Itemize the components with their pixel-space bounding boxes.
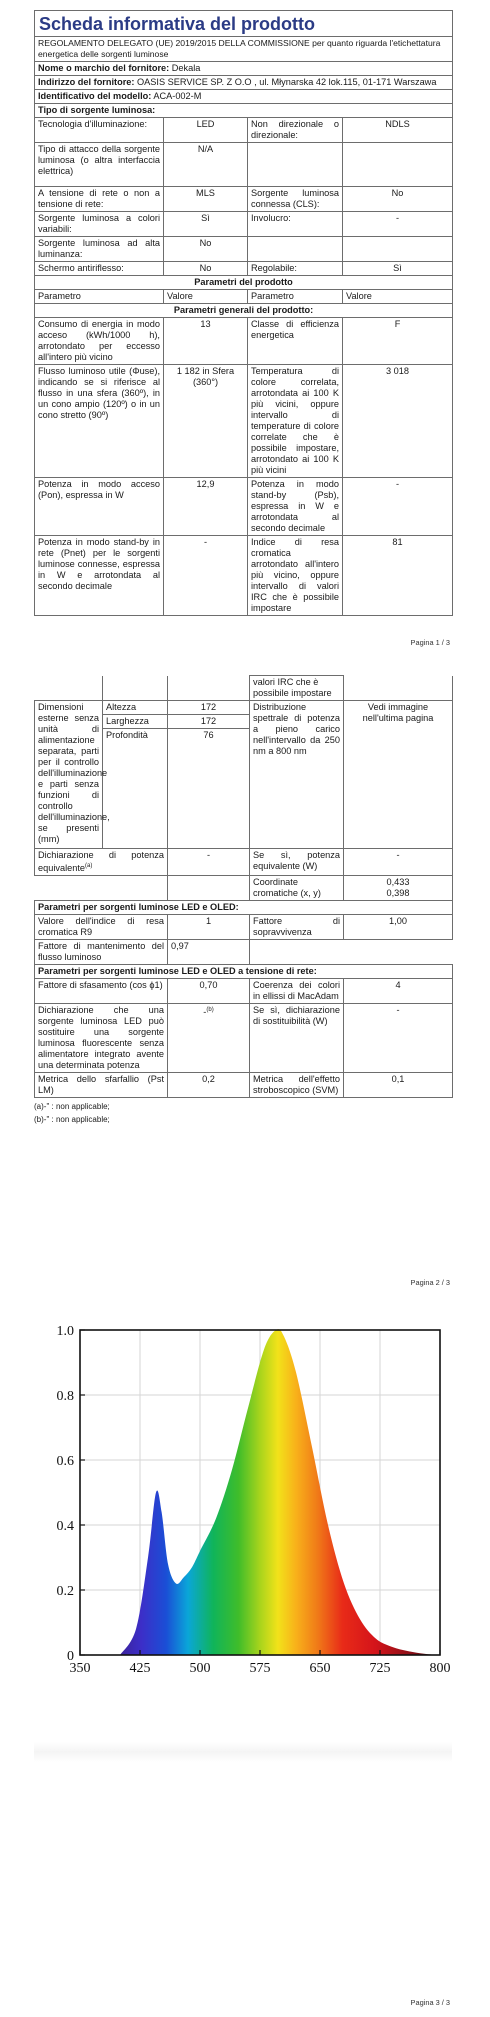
r9-label: Valore dell'indice di resa cromatica R9 (35, 915, 168, 940)
param-label: Tecnologia d'illuminazione: (35, 118, 164, 143)
param-value: 3 018 (343, 365, 453, 478)
equiv-power-value: - (168, 849, 250, 876)
macadam-value: 4 (344, 979, 453, 1004)
chroma-y: 0,398 (386, 888, 410, 899)
height-value: 172 (168, 701, 250, 715)
power-factor-label: Fattore di sfasamento (cos ϕ1) (35, 979, 168, 1004)
dimensions-label: Dimensioni esterne senza unità di alimentazione separata, parti per il controllo dell'illuminazione e parti senza funzioni di controllo dell'illuminazione, se presenti (mm) (35, 701, 103, 849)
chroma-x: 0,433 (386, 877, 410, 888)
power-factor-value: 0,70 (168, 979, 250, 1004)
column-header: Parametro (35, 290, 164, 304)
chart-bottom-fade (34, 1742, 452, 1762)
param-label: Non direzionale o direzionale: (248, 118, 343, 143)
macadam-label: Coerenza dei colori in ellissi di MacAdam (250, 979, 344, 1004)
led-mains-heading: Parametri per sorgenti luminose LED e OLED a tensione di rete: (35, 965, 453, 979)
param-label: Flusso luminoso utile (Φuse), indicando se si riferisce al flusso in una sfera (360º), in un cono ampio (120º) o in un cono stretto (90º) (35, 365, 164, 478)
table-row (35, 979, 453, 1004)
x-tick-label: 350 (69, 1661, 91, 1676)
page-1 (0, 0, 490, 650)
param-value: NDLS (343, 118, 453, 143)
column-header: Valore (343, 290, 453, 304)
param-label: Sorgente luminosa a colori variabili: (35, 212, 164, 237)
depth-label: Profondità (103, 729, 168, 849)
table-row (35, 262, 453, 276)
page-number: Pagina 2 / 3 (410, 1278, 450, 1287)
lumen-maint-label: Fattore di mantenimento del flusso luminoso (35, 940, 168, 965)
param-value: LED (164, 118, 248, 143)
survival-label: Fattore di sopravvivenza (250, 915, 344, 940)
spd-value: Vedi immagine nell'ultima pagina (344, 701, 453, 849)
param-label (248, 237, 343, 262)
led-oled-heading: Parametri per sorgenti luminose LED e OLED: (35, 901, 453, 915)
param-label: Temperatura di colore correlata, arrotondata ai 100 K più vicini, oppure intervallo di temperature di colore correlate che è possibile impostare, arrotondato ai 100 K più vicini (248, 365, 343, 478)
table-row (35, 478, 453, 536)
survival-value: 1,00 (344, 915, 453, 940)
pst-value: 0,2 (168, 1073, 250, 1098)
pst-label: Metrica dello sfarfallio (Pst LM) (35, 1073, 168, 1098)
supplier-name-label: Nome o marchio del fornitore: (38, 63, 170, 73)
param-label: Involucro: (248, 212, 343, 237)
product-params-heading: Parametri del prodotto (35, 276, 453, 290)
x-tick-label: 725 (369, 1661, 391, 1676)
depth-value: 76 (168, 729, 250, 849)
substitution-label: Se sì, dichiarazione di sostituibilità (W) (250, 1004, 344, 1073)
param-value: No (343, 187, 453, 212)
param-label (248, 143, 343, 187)
fluor-value-text: - (203, 1007, 207, 1018)
product-info-table-part2 (34, 675, 453, 1098)
regulation-text: REGOLAMENTO DELEGATO (UE) 2019/2015 DELLA COMMISSIONE per quanto riguarda l'etichettatura energetica delle sorgenti luminose (35, 37, 453, 62)
param-label: Classe di efficienza energetica (248, 318, 343, 365)
param-value: N/A (164, 143, 248, 187)
param-label: A tensione di rete o non a tensione di rete: (35, 187, 164, 212)
param-label: Sorgente luminosa connessa (CLS): (248, 187, 343, 212)
y-tick-label: 0.8 (56, 1389, 74, 1404)
product-info-table-part1 (34, 10, 453, 616)
param-label: Sorgente luminosa ad alta luminanza: (35, 237, 164, 262)
chroma-value (344, 876, 453, 901)
fluor-replace-label: Dichiarazione che una sorgente luminosa LED può sostituire una sorgente luminosa fluorescente senza alimentatore integrato avente una determinata potenza (35, 1004, 168, 1073)
page-3 (0, 1300, 490, 2017)
param-value: 1 182 in Sfera (360°) (164, 365, 248, 478)
chart-series-area (120, 1329, 440, 1655)
param-label: Potenza in modo stand-by in rete (Pnet) per le sorgenti luminose connesse, espressa in W e arrotondata al secondo decimale (35, 536, 164, 616)
param-value: - (343, 212, 453, 237)
supplier-name-row (35, 62, 453, 76)
param-value: 12,9 (164, 478, 248, 536)
model-id-value: ACA-002-M (153, 91, 202, 101)
column-header: Valore (164, 290, 248, 304)
table-row (35, 365, 453, 478)
fluor-replace-value (168, 1004, 250, 1073)
supplier-name-value: Dekala (171, 63, 201, 73)
x-tick-label: 575 (249, 1661, 271, 1676)
page-number: Pagina 3 / 3 (410, 1998, 450, 2007)
param-value (343, 143, 453, 187)
table-row (35, 1073, 453, 1098)
y-tick-label: 0.4 (56, 1519, 74, 1534)
y-tick-label: 0.2 (56, 1584, 74, 1599)
param-label: Potenza in modo stand-by (Psb), espressa in W e arrotondata al secondo decimale (248, 478, 343, 536)
param-label: Schermo antiriflesso: (35, 262, 164, 276)
page-number: Pagina 1 / 3 (410, 638, 450, 647)
param-value: Sì (343, 262, 453, 276)
r9-value: 1 (168, 915, 250, 940)
footnotes (34, 1100, 452, 1126)
param-value: Sì (164, 212, 248, 237)
param-value: No (164, 237, 248, 262)
equiv-power-label (35, 849, 168, 876)
equiv-watt-value: - (344, 849, 453, 876)
table-row (35, 536, 453, 616)
lumen-maint-value: 0,97 (168, 940, 250, 965)
x-tick-label: 800 (429, 1661, 451, 1676)
type-section-heading: Tipo di sorgente luminosa: (35, 104, 453, 118)
table-header-row (35, 290, 453, 304)
table-row (35, 876, 453, 901)
table-row (35, 940, 453, 965)
x-tick-label: 500 (189, 1661, 211, 1676)
equiv-power-text: Dichiarazione di potenza equivalente (38, 850, 164, 874)
footnote-mark: (b) (206, 1007, 214, 1014)
page-2-table-area (34, 675, 452, 1126)
substitution-value: - (344, 1004, 453, 1073)
height-label: Altezza (103, 701, 168, 715)
param-value: 13 (164, 318, 248, 365)
table-row (35, 237, 453, 262)
table-row (35, 849, 453, 876)
table-row (35, 701, 453, 715)
table-row (35, 187, 453, 212)
equiv-watt-label: Se sì, potenza equivalente (W) (250, 849, 344, 876)
table-row (35, 143, 453, 187)
param-value: - (343, 478, 453, 536)
spd-label: Distribuzione spettrale di potenza a pieno carico nell'intervallo da 250 nm a 800 nm (250, 701, 344, 849)
table-row (35, 318, 453, 365)
width-value: 172 (168, 715, 250, 729)
table-row (35, 676, 453, 701)
y-tick-label: 0 (67, 1649, 74, 1664)
spectrum-area (120, 1329, 440, 1655)
spectral-distribution-chart (34, 1300, 454, 1680)
width-label: Larghezza (103, 715, 168, 729)
table-row (35, 118, 453, 143)
param-label: Potenza in modo acceso (Pon), espressa in W (35, 478, 164, 536)
x-tick-label: 425 (129, 1661, 151, 1676)
param-label: Indice di resa cromatica arrotondato all'intero più vicino, oppure intervallo di valori IRC che è possibile impostare (248, 536, 343, 616)
model-id-label: Identificativo del modello: (38, 91, 152, 101)
param-label: Regolabile: (248, 262, 343, 276)
param-value: - (164, 536, 248, 616)
param-label: Tipo di attacco della sorgente luminosa (o altra interfaccia elettrica) (35, 143, 164, 187)
chroma-label: Coordinate cromatiche (x, y) (250, 876, 344, 901)
param-value (343, 237, 453, 262)
supplier-address-value: OASIS SERVICE SP. Z O.O , ul. Młynarska 42 lok.115, 01-171 Warszawa (137, 77, 437, 87)
supplier-address-label: Indirizzo del fornitore: (38, 77, 135, 87)
page-1-table-area (34, 10, 454, 622)
supplier-address-row (35, 76, 453, 90)
footnote-a: (a)-" : non applicable; (34, 1102, 110, 1112)
table-row (35, 915, 453, 940)
param-value: 81 (343, 536, 453, 616)
table-row (35, 212, 453, 237)
param-label: Consumo di energia in modo acceso (kWh/1000 h), arrotondato per eccesso all'intero più vicino (35, 318, 164, 365)
param-value: F (343, 318, 453, 365)
table-row (35, 1004, 453, 1073)
page-2 (0, 650, 490, 1300)
footnote-b: (b)-" : non applicable; (34, 1115, 110, 1125)
x-tick-label: 650 (309, 1661, 331, 1676)
general-params-heading: Parametri generali del prodotto: (35, 304, 453, 318)
param-value: MLS (164, 187, 248, 212)
model-id-row (35, 90, 453, 104)
footnote-mark: (a) (85, 863, 93, 869)
page-title: Scheda informativa del prodotto (35, 11, 453, 37)
column-header: Parametro (248, 290, 343, 304)
param-value: No (164, 262, 248, 276)
irc-tail-text: valori IRC che è possibile impostare (250, 676, 344, 701)
y-tick-label: 0.6 (56, 1454, 74, 1469)
y-tick-label: 1.0 (56, 1324, 74, 1339)
svm-label: Metrica dell'effetto stroboscopico (SVM) (250, 1073, 344, 1098)
svm-value: 0,1 (344, 1073, 453, 1098)
